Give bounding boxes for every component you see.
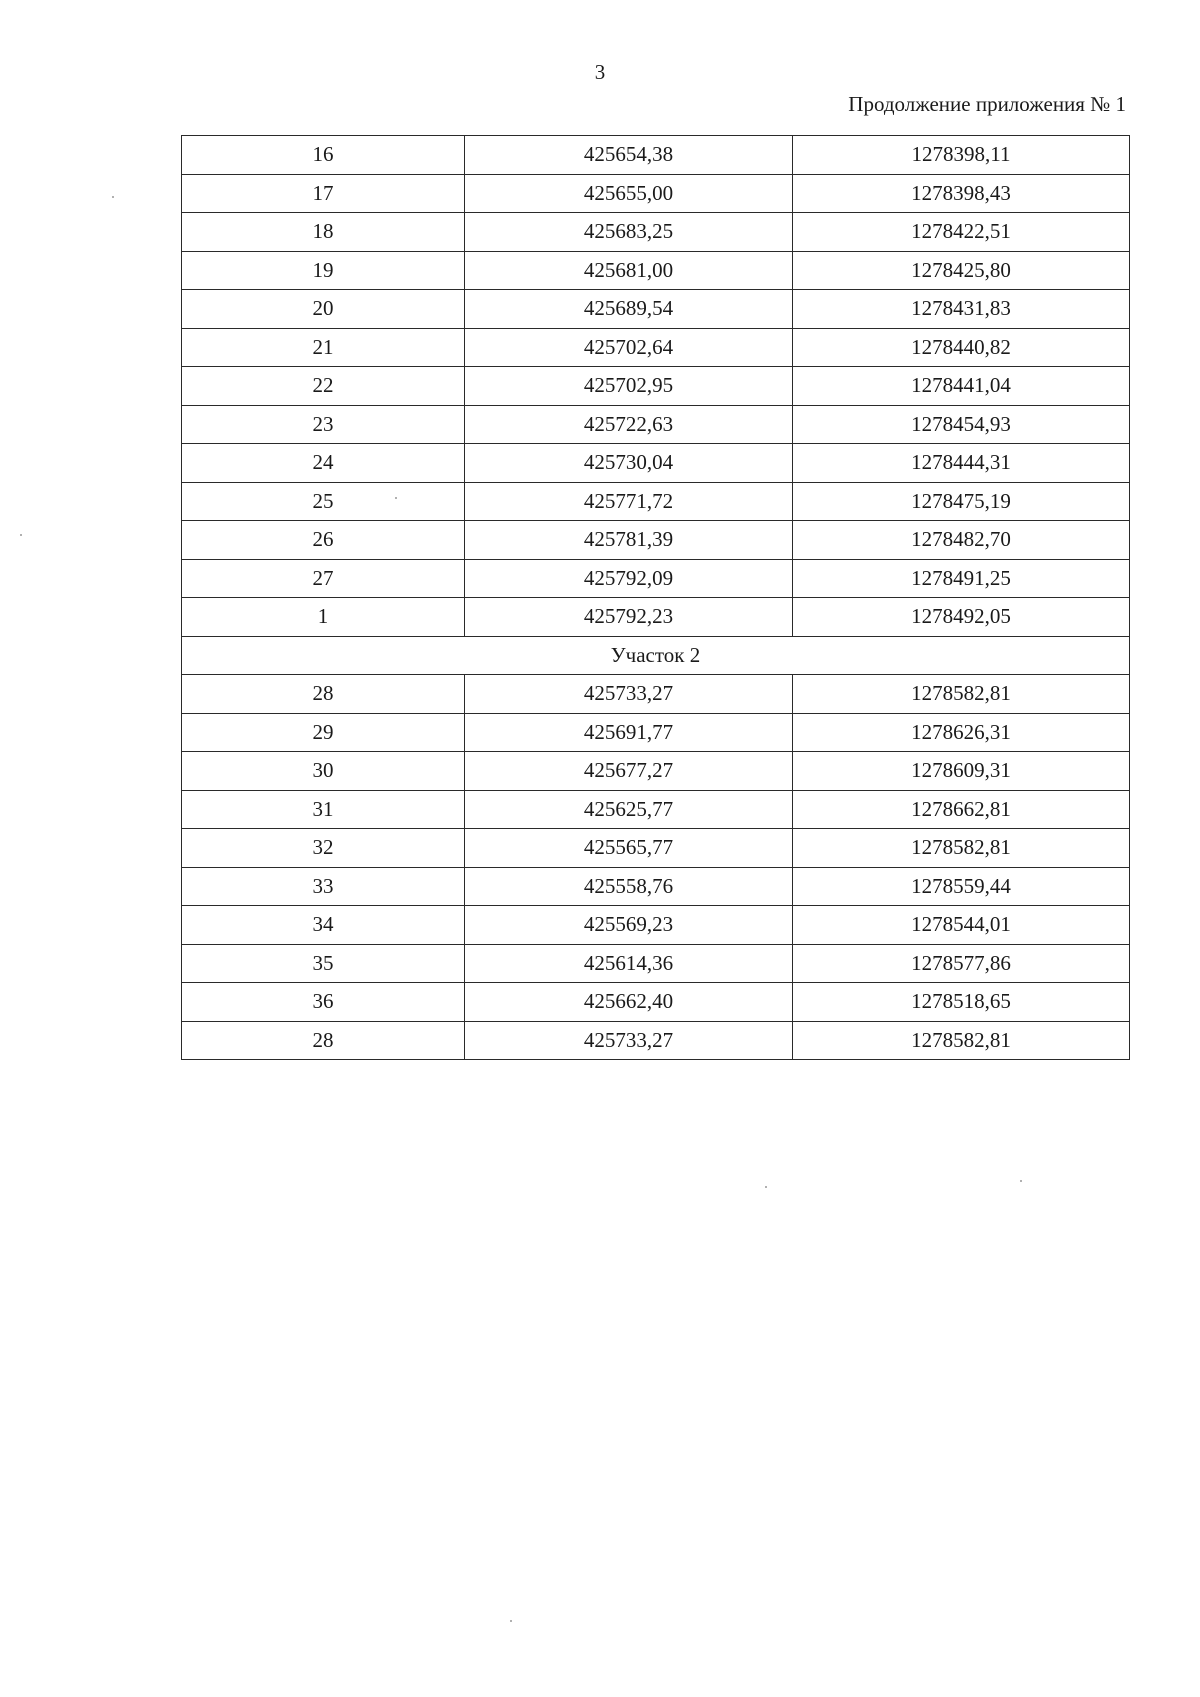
y-coordinate-cell: 1278422,51 [793, 213, 1130, 252]
y-coordinate-cell: 1278626,31 [793, 713, 1130, 752]
y-coordinate-cell: 1278398,11 [793, 136, 1130, 175]
x-coordinate-cell: 425683,25 [465, 213, 793, 252]
point-number-cell: 26 [182, 521, 465, 560]
table-row [182, 367, 1130, 406]
point-number-cell: 28 [182, 1021, 465, 1060]
table-row [182, 752, 1130, 791]
coordinates-table [181, 135, 1130, 1060]
table-row [182, 521, 1130, 560]
y-coordinate-cell: 1278475,19 [793, 482, 1130, 521]
page-number: 3 [594, 60, 606, 84]
point-number-cell: 23 [182, 405, 465, 444]
point-number-cell: 31 [182, 790, 465, 829]
point-number-cell: 28 [182, 675, 465, 714]
y-coordinate-cell: 1278491,25 [793, 559, 1130, 598]
x-coordinate-cell: 425733,27 [465, 675, 793, 714]
x-coordinate-cell: 425792,23 [465, 598, 793, 637]
y-coordinate-cell: 1278454,93 [793, 405, 1130, 444]
x-coordinate-cell: 425730,04 [465, 444, 793, 483]
point-number-cell: 18 [182, 213, 465, 252]
y-coordinate-cell: 1278425,80 [793, 251, 1130, 290]
point-number-cell: 17 [182, 174, 465, 213]
x-coordinate-cell: 425681,00 [465, 251, 793, 290]
point-number-cell: 19 [182, 251, 465, 290]
x-coordinate-cell: 425677,27 [465, 752, 793, 791]
table-row [182, 983, 1130, 1022]
table-row [182, 136, 1130, 175]
x-coordinate-cell: 425771,72 [465, 482, 793, 521]
y-coordinate-cell: 1278559,44 [793, 867, 1130, 906]
table-row [182, 559, 1130, 598]
x-coordinate-cell: 425614,36 [465, 944, 793, 983]
table-row [182, 328, 1130, 367]
x-coordinate-cell: 425691,77 [465, 713, 793, 752]
point-number-cell: 20 [182, 290, 465, 329]
table-row [182, 944, 1130, 983]
coordinates-table-body [182, 136, 1130, 1060]
table-row [182, 174, 1130, 213]
x-coordinate-cell: 425654,38 [465, 136, 793, 175]
table-row [182, 829, 1130, 868]
table-row [182, 405, 1130, 444]
x-coordinate-cell: 425662,40 [465, 983, 793, 1022]
point-number-cell: 29 [182, 713, 465, 752]
table-row [182, 213, 1130, 252]
table-row [182, 867, 1130, 906]
point-number-cell: 35 [182, 944, 465, 983]
x-coordinate-cell: 425702,64 [465, 328, 793, 367]
y-coordinate-cell: 1278544,01 [793, 906, 1130, 945]
x-coordinate-cell: 425702,95 [465, 367, 793, 406]
table-row [182, 290, 1130, 329]
y-coordinate-cell: 1278441,04 [793, 367, 1130, 406]
y-coordinate-cell: 1278444,31 [793, 444, 1130, 483]
table-row [182, 482, 1130, 521]
x-coordinate-cell: 425558,76 [465, 867, 793, 906]
section-header-row [182, 636, 1130, 675]
table-row [182, 251, 1130, 290]
x-coordinate-cell: 425722,63 [465, 405, 793, 444]
table-row [182, 444, 1130, 483]
y-coordinate-cell: 1278431,83 [793, 290, 1130, 329]
point-number-cell: 27 [182, 559, 465, 598]
point-number-cell: 33 [182, 867, 465, 906]
table-row [182, 713, 1130, 752]
x-coordinate-cell: 425733,27 [465, 1021, 793, 1060]
table-row [182, 598, 1130, 637]
table-row [182, 675, 1130, 714]
point-number-cell: 21 [182, 328, 465, 367]
x-coordinate-cell: 425792,09 [465, 559, 793, 598]
y-coordinate-cell: 1278398,43 [793, 174, 1130, 213]
x-coordinate-cell: 425565,77 [465, 829, 793, 868]
point-number-cell: 32 [182, 829, 465, 868]
point-number-cell: 36 [182, 983, 465, 1022]
point-number-cell: 24 [182, 444, 465, 483]
point-number-cell: 22 [182, 367, 465, 406]
y-coordinate-cell: 1278662,81 [793, 790, 1130, 829]
y-coordinate-cell: 1278492,05 [793, 598, 1130, 637]
section-label: Участок 2 [182, 636, 1130, 675]
y-coordinate-cell: 1278582,81 [793, 675, 1130, 714]
y-coordinate-cell: 1278609,31 [793, 752, 1130, 791]
y-coordinate-cell: 1278482,70 [793, 521, 1130, 560]
x-coordinate-cell: 425569,23 [465, 906, 793, 945]
point-number-cell: 16 [182, 136, 465, 175]
table-row [182, 790, 1130, 829]
point-number-cell: 1 [182, 598, 465, 637]
x-coordinate-cell: 425689,54 [465, 290, 793, 329]
x-coordinate-cell: 425625,77 [465, 790, 793, 829]
y-coordinate-cell: 1278440,82 [793, 328, 1130, 367]
point-number-cell: 30 [182, 752, 465, 791]
point-number-cell: 34 [182, 906, 465, 945]
y-coordinate-cell: 1278577,86 [793, 944, 1130, 983]
x-coordinate-cell: 425781,39 [465, 521, 793, 560]
appendix-label: Продолжение приложения № 1 [848, 92, 1126, 116]
y-coordinate-cell: 1278518,65 [793, 983, 1130, 1022]
table-row [182, 1021, 1130, 1060]
point-number-cell: 25 [182, 482, 465, 521]
y-coordinate-cell: 1278582,81 [793, 829, 1130, 868]
y-coordinate-cell: 1278582,81 [793, 1021, 1130, 1060]
table-row [182, 906, 1130, 945]
x-coordinate-cell: 425655,00 [465, 174, 793, 213]
